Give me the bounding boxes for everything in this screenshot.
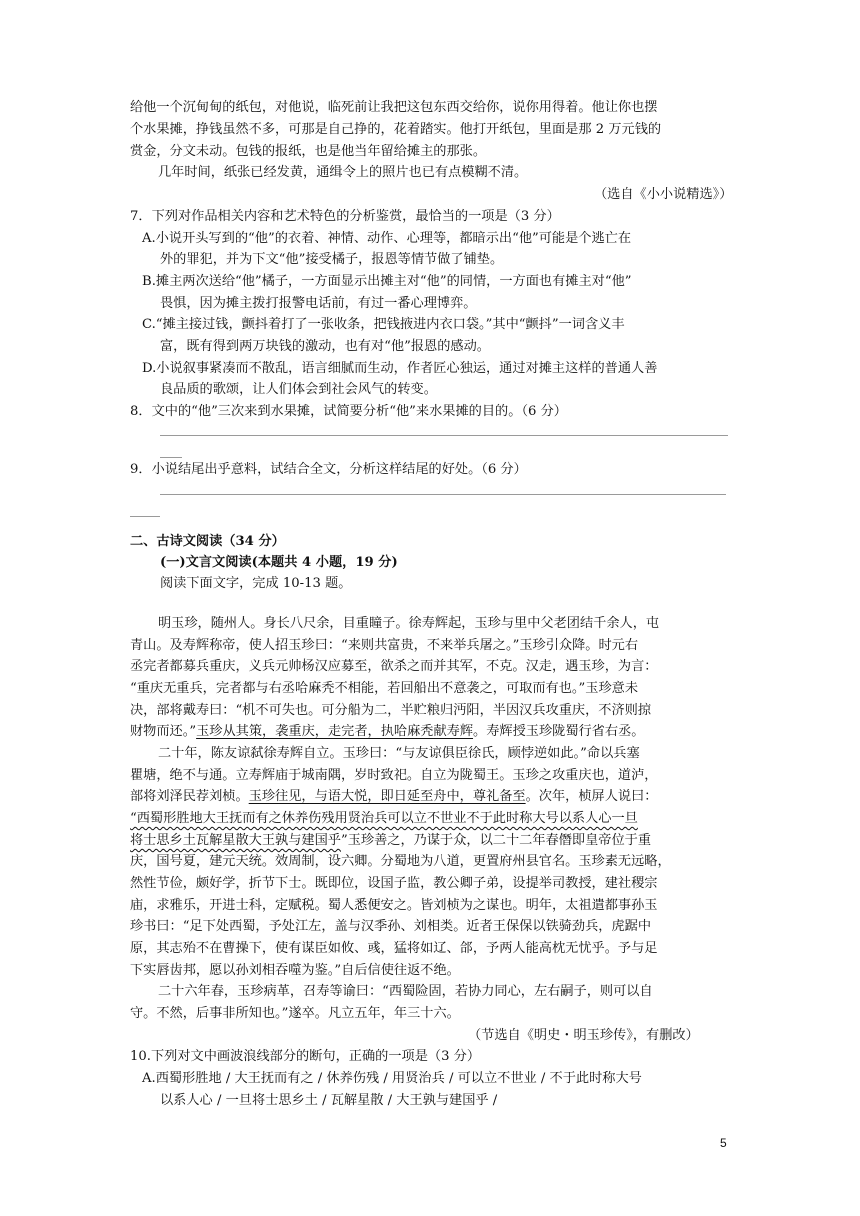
option-a: A.小说开头写到的“他”的衣着、神情、动作、心理等，都暗示出“他”可能是个逃亡在 [142, 231, 632, 246]
story-line: 给他一个沉甸甸的纸包，对他说，临死前让我把这包东西交给你，说你用得着。他让你也摆 [130, 100, 658, 115]
passage-line [130, 722, 644, 742]
passage-line: 下实唇齿邦，愿以孙刘相吞噬为鉴。”自后信使往返不绝。 [130, 963, 460, 978]
underlined-sentence: 玉珍往见，与语大悦，即日延至舟中，尊礼备至 [248, 789, 526, 804]
passage-line: 庆，国号夏，建元天统。效周制，设六卿。分蜀地为八道，更置府州县官名。玉珍素无远略， [130, 854, 671, 869]
question-9-stem: 9．小说结尾出乎意料，试结合全文，分析这样结尾的好处。（6 分） [130, 462, 527, 477]
passage-line: 二十六年春，玉珍病革，召寿等谕曰：“西蜀险固，若协力同心，左右嗣子，则可以自 [158, 984, 653, 999]
wavy-underlined-text: 将士思乡土瓦解星散大王孰与建国乎 [130, 833, 341, 848]
option-a-cont: 以系人心 / 一旦将士思乡土 / 瓦解星散 / 大王孰与建国乎 / [160, 1093, 498, 1108]
passage-line: 明玉珍，随州人。身长八尺余，目重瞳子。徐寿辉起，玉珍与里中父老团结千余人，屯 [158, 616, 660, 631]
passage-line: 瞿塘，绝不与通。立寿辉庙于城南隅，岁时致祀。自立为陇蜀王。玉珍之攻重庆也，道泸， [130, 768, 658, 783]
option-c: C.“摊主接过钱，颤抖着打了一张收条，把钱掖进内衣口袋。”其中“颤抖”一词含义丰 [142, 317, 625, 332]
wavy-underlined-text: “西蜀形胜地大王抚而有之休养伤残用贤治兵可以立不世业不于此时称大号以系人心一旦 [130, 811, 638, 826]
passage-line: 决，部将戴寿曰：“机不可失也。可分船为二，半贮粮归沔阳，半因汉兵攻重庆，不济则掠 [130, 703, 652, 718]
section-subtitle: (一)文言文阅读(本题共 4 小题，19 分) [160, 555, 398, 570]
question-8-stem: 8．文中的“他”三次来到水果摊，试简要分析“他”来水果摊的目的。（6 分） [130, 404, 567, 419]
passage-text: 财物而还。” [130, 724, 197, 739]
option-a-cont: 外的罪犯，并为下文“他”接受橘子，报恩等情节做了铺垫。 [160, 252, 504, 267]
passage-text: ”玉珍善之，乃谋于众，以二十二年春僭即皇帝位于重 [341, 833, 652, 848]
passage-source: （节选自《明史・明玉珍传》，有删改） [468, 1028, 699, 1043]
passage-line: “重庆无重兵，完者都与右丞哈麻秃不相能，若回船出不意袭之，可取而有也。”玉珍意未 [130, 681, 639, 696]
option-a: A.西蜀形胜地 / 大王抚而有之 / 休养伤残 / 用贤治兵 / 可以立不世业 / 不于此时称大号 [142, 1071, 642, 1086]
passage-line: 珍书曰：“足下处西蜀，予处江左，盖与汉季孙、刘相类。近者王保保以铁骑劲兵，虎踞中 [130, 919, 652, 934]
passage-text: 。次年，桢屏人说曰： [525, 789, 658, 804]
underlined-sentence: 玉珍从其策，袭重庆，走完者，执哈麻秃献寿辉 [196, 724, 474, 739]
section-instruction: 阅读下面文字，完成 10-13 题。 [160, 576, 352, 591]
answer-line-stub [130, 516, 160, 517]
option-d: D.小说叙事紧凑而不散乱，语言细腻而生动，作者匠心独运，通过对摊主这样的普通人善 [142, 361, 658, 376]
answer-line [160, 435, 728, 436]
passage-line: 然性节俭，颇好学，折节下士。既即位，设国子监，教公卿子弟，设提举司教授，建社稷宗 [130, 876, 658, 891]
passage-line: 庙，求雅乐，开进士科，定赋税。蜀人悉便安之。皆刘桢为之谋也。明年，太祖遣都事孙玉 [130, 898, 658, 913]
answer-line-stub [160, 457, 182, 458]
story-line: 几年时间，纸张已经发黄，通缉令上的照片也已有点模糊不清。 [158, 165, 528, 180]
passage-line: 二十年，陈友谅弑徐寿辉自立。玉珍曰：“与友谅俱臣徐氏，顾悖逆如此。”命以兵塞 [158, 746, 640, 761]
page-number: 5 [720, 1136, 727, 1150]
passage-line [130, 831, 651, 851]
passage-line: 丞完者都募兵重庆，义兵元帅杨汉应募至，欲杀之而并其军，不克。汉走，遇玉珍，为言： [130, 659, 658, 674]
story-line: 赏金，分文未动。包钱的报纸，也是他当年留给摊主的那张。 [130, 144, 487, 159]
story-line: 个水果摊，挣钱虽然不多，可那是自己挣的，花着踏实。他打开纸包，里面是那 2 万元钱的 [130, 122, 662, 137]
passage-line [130, 787, 658, 807]
question-10-stem: 10.下列对文中画波浪线部分的断句，正确的一项是（3 分） [130, 1049, 481, 1064]
passage-text: 。寿辉授玉珍陇蜀行省右丞。 [473, 724, 645, 739]
section-title: 二、古诗文阅读（34 分） [130, 534, 285, 549]
option-c-cont: 富，既有得到两万块钱的激动，也有对“他”报恩的感动。 [160, 339, 490, 354]
option-b-cont: 畏惧，因为摊主拨打报警电话前，有过一番心理博弈。 [160, 296, 477, 311]
passage-line: 守。不然，后事非所知也。”遂卒。凡立五年，年三十六。 [130, 1006, 460, 1021]
answer-line [160, 494, 726, 495]
passage-line: 青山。及寿辉称帝，使人招玉珍曰：“来则共富贵，不来举兵屠之。”玉珍引众降。时元右 [130, 638, 639, 653]
passage-line: 原，其志殆不在曹操下，使有谋臣如攸、彧，猛将如辽、郃，予两人能高枕无忧乎。予与足 [130, 941, 658, 956]
option-b: B.摊主两次送给“他”橘子，一方面显示出摊主对“他”的同情，一方面也有摊主对“他” [142, 274, 632, 289]
passage-text: 部将刘泽民荐刘桢。 [130, 789, 249, 804]
question-7-stem: 7．下列对作品相关内容和艺术特色的分析鉴赏，最恰当的一项是（3 分） [130, 209, 560, 224]
story-source: （选自《小小说精选》） [594, 187, 733, 202]
option-d-cont: 良品质的歌颂，让人们体会到社会风气的转变。 [160, 382, 437, 397]
